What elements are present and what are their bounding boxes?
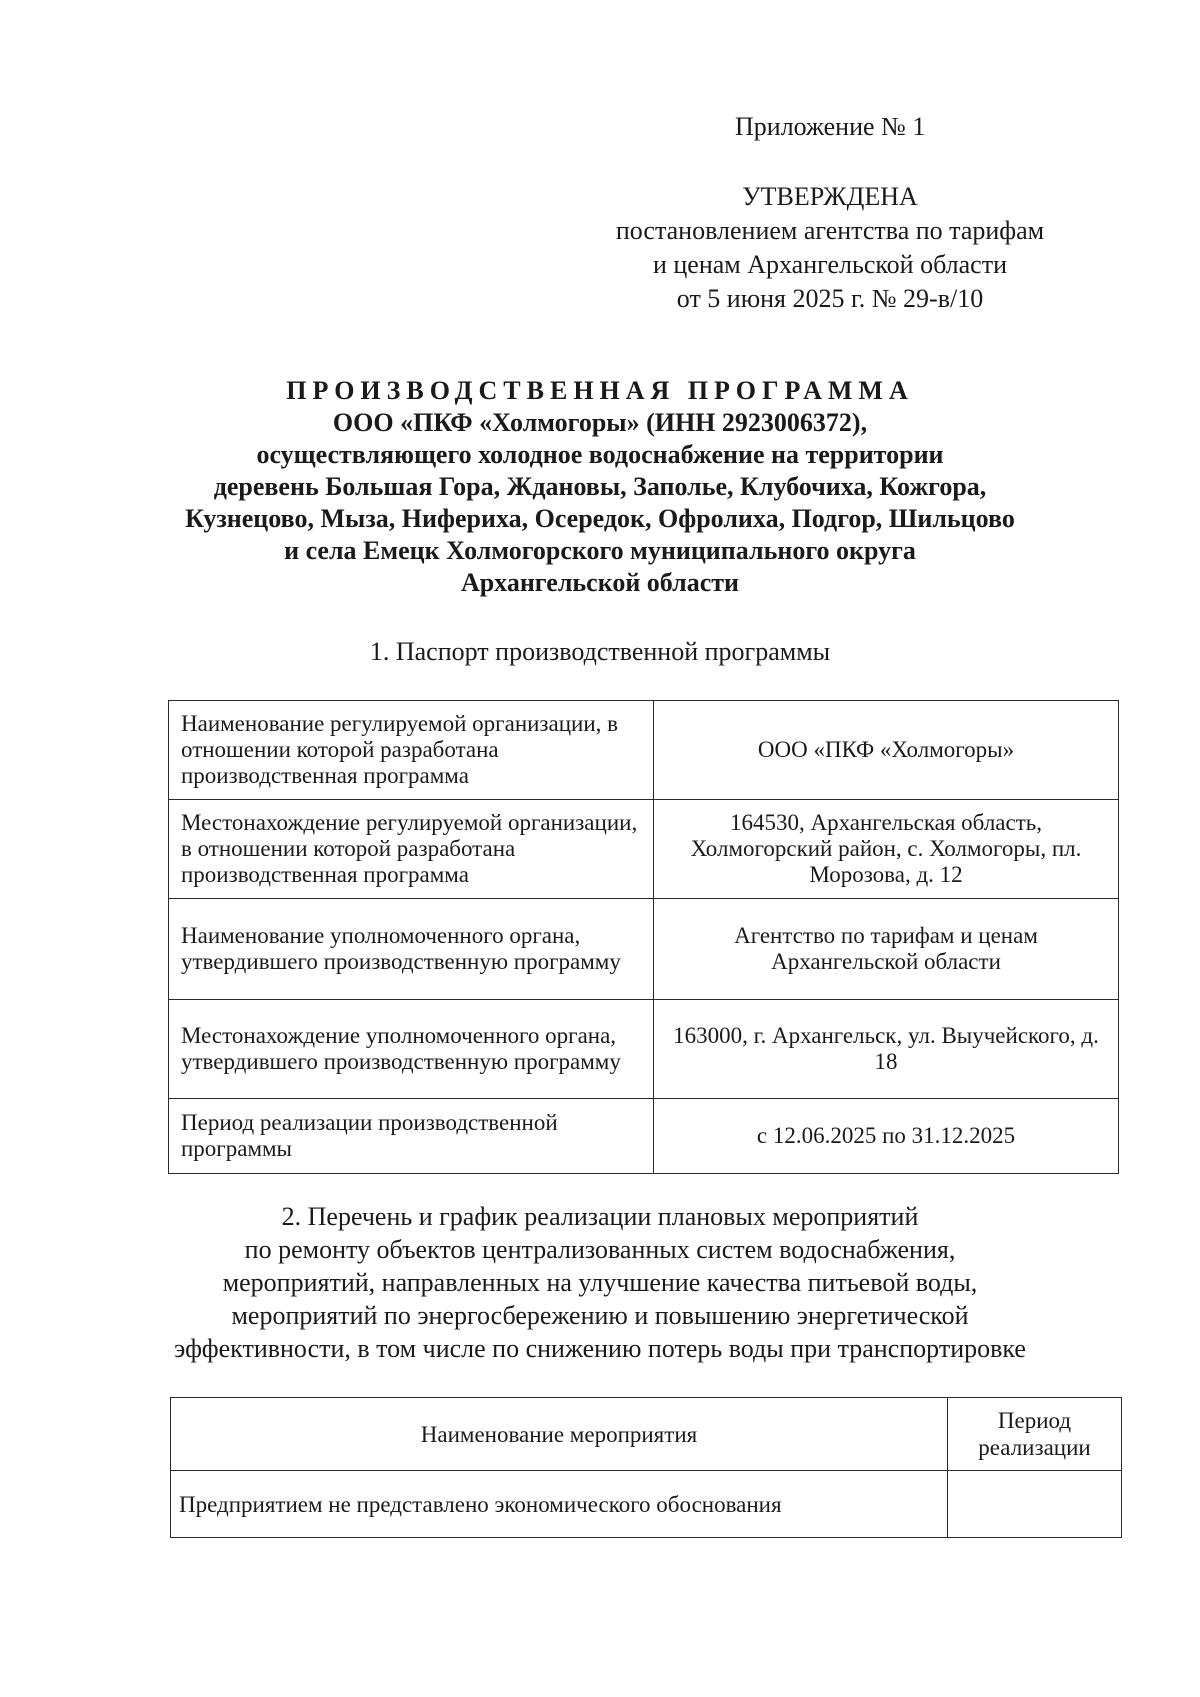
table-row [169,1099,1119,1174]
passport-value: с 12.06.2025 по 31.12.2025 [654,1099,1119,1174]
table-row [171,1471,1122,1538]
approval-line: постановлением агентства по тарифам [615,216,1045,245]
passport-label: Период реализации производственной программы [169,1099,654,1174]
column-header-name: Наименование мероприятия [171,1398,948,1471]
section2-heading-line: по ремонту объектов централизованных систем водоснабжения, [244,1235,956,1264]
title-line: Архангельской области [460,568,740,597]
approval-line: и ценам Архангельской области [652,250,1008,279]
section2-heading-line: мероприятий, направленных на улучшение качества питьевой воды, [222,1268,978,1297]
table-row [169,701,1119,800]
table-row [169,800,1119,899]
title-line: ООО «ПКФ «Холмогоры» (ИНН 2923006372), [332,408,868,437]
passport-value: 163000, г. Архангельск, ул. Выучейского, д. 18 [654,1000,1119,1099]
section2-heading-line: эффективности, в том числе по снижению потерь воды при транспортировке [174,1334,1026,1363]
approval-line: от 5 июня 2025 г. № 29-в/10 [676,284,984,313]
passport-label: Местонахождение уполномоченного органа, утвердившего производственную программу [169,1000,654,1099]
passport-value: 164530, Архангельская область, Холмогорский район, с. Холмогоры, пл. Морозова, д. 12 [654,800,1119,899]
passport-value: Агентство по тарифам и ценам Архангельской области [654,899,1119,1000]
approval-stamp [580,180,1080,316]
title-line: осуществляющего холодное водоснабжение на территории [256,440,944,469]
table-header-row [171,1398,1122,1471]
title-line: деревень Большая Гора, Ждановы, Заполье, Клубочиха, Кожгора, [213,472,987,501]
passport-table [168,700,1119,1174]
section2-heading-line: мероприятий по энергосбережению и повышению энергетической [231,1301,969,1330]
event-period [948,1471,1122,1538]
events-table [170,1397,1122,1538]
column-header-period: Период реализации [948,1398,1122,1471]
title-line: ПРОИЗВОДСТВЕННАЯ ПРОГРАММА [286,376,914,405]
title-line: и села Емецк Холмогорского муниципального округа [284,536,916,565]
appendix-label: Приложение № 1 [735,112,926,141]
approval-line: УТВЕРЖДЕНА [742,182,918,211]
passport-label: Наименование уполномоченного органа, утвердившего производственную программу [169,899,654,1000]
passport-value: ООО «ПКФ «Холмогоры» [654,701,1119,800]
section2-heading-line: 2. Перечень и график реализации плановых мероприятий [281,1202,919,1231]
table-row [169,1000,1119,1099]
table-row [169,899,1119,1000]
document-title [100,375,1100,599]
section1-heading-text: 1. Паспорт производственной программы [369,637,831,666]
section2-heading [100,1200,1100,1365]
event-name: Предприятием не представлено экономического обоснования [171,1471,948,1538]
title-line: Кузнецово, Мыза, Нифериха, Осередок, Офролиха, Подгор, Шильцово [185,504,1015,533]
passport-label: Местонахождение регулируемой организации, в отношении которой разработана производственная программа [169,800,654,899]
passport-label: Наименование регулируемой организации, в отношении которой разработана производственная программа [169,701,654,800]
section1-heading [100,635,1100,668]
